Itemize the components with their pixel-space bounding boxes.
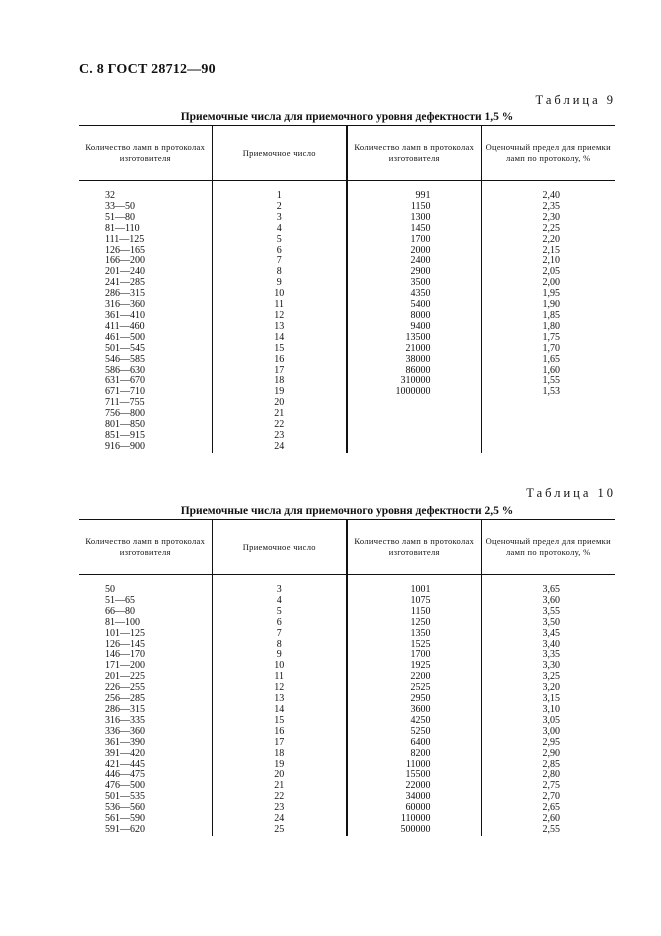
cell-acceptance-number: 23 <box>212 803 347 814</box>
cell-lamp-count-protocol: 11000 <box>347 760 481 771</box>
header-lamp-count: Количество ламп в протоколах изготовителя <box>79 520 212 575</box>
cell-lamp-count-protocol: 1001 <box>347 575 481 596</box>
cell-estimated-limit: 2,95 <box>481 738 615 749</box>
cell-acceptance-number: 5 <box>212 607 347 618</box>
cell-estimated-limit: 3,25 <box>481 672 615 683</box>
cell-acceptance-number: 13 <box>212 694 347 705</box>
cell-lamp-count: 111—125 <box>105 233 145 245</box>
cell-lamp-count: 81—100 <box>105 616 140 628</box>
cell-lamp-count: 32 <box>105 190 115 201</box>
table-row <box>79 683 615 694</box>
table-row <box>79 792 615 803</box>
cell-lamp-count-protocol: 1525 <box>347 640 481 651</box>
cell-acceptance-number: 25 <box>212 825 347 836</box>
cell-estimated-limit: 1,65 <box>481 355 615 366</box>
cell-lamp-count: 336—360 <box>105 725 145 737</box>
cell-acceptance-number: 20 <box>212 770 347 781</box>
table-row <box>79 398 615 409</box>
table-row <box>79 213 615 224</box>
cell-acceptance-number: 21 <box>212 781 347 792</box>
cell-acceptance-number: 15 <box>212 716 347 727</box>
table-row <box>79 727 615 738</box>
cell-lamp-count-protocol <box>347 409 481 420</box>
cell-lamp-count: 166—200 <box>105 255 145 267</box>
table-row <box>79 366 615 377</box>
table-row <box>79 694 615 705</box>
cell-estimated-limit: 2,15 <box>481 246 615 257</box>
cell-lamp-count-protocol: 60000 <box>347 803 481 814</box>
table-9-label: Таблица 9 <box>535 93 616 107</box>
cell-estimated-limit: 3,50 <box>481 618 615 629</box>
table-row <box>79 289 615 300</box>
cell-acceptance-number: 12 <box>212 683 347 694</box>
cell-acceptance-number: 10 <box>212 289 347 300</box>
cell-acceptance-number: 24 <box>212 814 347 825</box>
cell-lamp-count: 546—585 <box>105 353 145 365</box>
cell-estimated-limit: 2,85 <box>481 760 615 771</box>
cell-lamp-count-protocol: 6400 <box>347 738 481 749</box>
cell-lamp-count-protocol: 2950 <box>347 694 481 705</box>
table-row <box>79 420 615 431</box>
table-row <box>79 738 615 749</box>
table-row <box>79 705 615 716</box>
cell-acceptance-number: 22 <box>212 792 347 803</box>
cell-estimated-limit: 1,55 <box>481 376 615 387</box>
table-row <box>79 333 615 344</box>
table-row <box>79 300 615 311</box>
cell-lamp-count: 286—315 <box>105 288 145 300</box>
cell-estimated-limit: 3,15 <box>481 694 615 705</box>
table-row <box>79 770 615 781</box>
cell-lamp-count-protocol: 2400 <box>347 256 481 267</box>
cell-acceptance-number: 16 <box>212 727 347 738</box>
cell-acceptance-number: 8 <box>212 267 347 278</box>
cell-estimated-limit: 1,75 <box>481 333 615 344</box>
cell-acceptance-number: 18 <box>212 749 347 760</box>
cell-acceptance-number: 20 <box>212 398 347 409</box>
table-10 <box>79 519 615 836</box>
cell-estimated-limit: 1,80 <box>481 322 615 333</box>
cell-estimated-limit: 2,55 <box>481 825 615 836</box>
table-row <box>79 344 615 355</box>
header-lamp-count: Количество ламп в протоколах изготовителя <box>79 126 212 181</box>
cell-estimated-limit: 2,25 <box>481 224 615 235</box>
table-row <box>79 607 615 618</box>
cell-estimated-limit <box>481 409 615 420</box>
cell-acceptance-number: 4 <box>212 224 347 235</box>
cell-estimated-limit: 3,00 <box>481 727 615 738</box>
cell-lamp-count-protocol: 2900 <box>347 267 481 278</box>
cell-lamp-count: 316—335 <box>105 714 145 726</box>
cell-lamp-count-protocol: 22000 <box>347 781 481 792</box>
table-row <box>79 181 615 202</box>
cell-lamp-count: 756—800 <box>105 408 145 420</box>
cell-estimated-limit: 2,40 <box>481 181 615 202</box>
cell-lamp-count: 631—670 <box>105 375 145 387</box>
cell-lamp-count-protocol: 9400 <box>347 322 481 333</box>
cell-lamp-count: 501—545 <box>105 342 145 354</box>
table-row <box>79 202 615 213</box>
cell-acceptance-number: 16 <box>212 355 347 366</box>
table-9 <box>79 125 615 453</box>
table-9-body <box>79 181 615 453</box>
cell-lamp-count-protocol: 1150 <box>347 202 481 213</box>
cell-lamp-count-protocol: 1700 <box>347 650 481 661</box>
table-row <box>79 618 615 629</box>
cell-acceptance-number: 19 <box>212 387 347 398</box>
cell-acceptance-number: 12 <box>212 311 347 322</box>
cell-lamp-count: 201—225 <box>105 671 145 683</box>
cell-acceptance-number: 7 <box>212 256 347 267</box>
cell-lamp-count-protocol: 8200 <box>347 749 481 760</box>
cell-estimated-limit: 2,20 <box>481 235 615 246</box>
cell-lamp-count: 126—145 <box>105 638 145 650</box>
table-row <box>79 311 615 322</box>
cell-estimated-limit: 2,75 <box>481 781 615 792</box>
cell-lamp-count: 51—65 <box>105 594 135 606</box>
cell-acceptance-number: 24 <box>212 442 347 453</box>
cell-acceptance-number: 6 <box>212 246 347 257</box>
cell-acceptance-number: 21 <box>212 409 347 420</box>
cell-lamp-count-protocol <box>347 398 481 409</box>
table-row <box>79 814 615 825</box>
cell-lamp-count-protocol: 991 <box>347 181 481 202</box>
cell-lamp-count: 851—915 <box>105 429 145 441</box>
cell-estimated-limit: 2,70 <box>481 792 615 803</box>
cell-lamp-count: 50 <box>105 584 115 595</box>
cell-acceptance-number: 3 <box>212 575 347 596</box>
cell-lamp-count-protocol: 500000 <box>347 825 481 836</box>
cell-estimated-limit: 3,60 <box>481 596 615 607</box>
cell-lamp-count-protocol: 1700 <box>347 235 481 246</box>
cell-estimated-limit <box>481 442 615 453</box>
cell-acceptance-number: 18 <box>212 376 347 387</box>
cell-estimated-limit: 1,53 <box>481 387 615 398</box>
cell-estimated-limit: 2,10 <box>481 256 615 267</box>
table-row <box>79 267 615 278</box>
cell-estimated-limit <box>481 398 615 409</box>
cell-lamp-count-protocol: 1300 <box>347 213 481 224</box>
cell-lamp-count: 256—285 <box>105 693 145 705</box>
cell-acceptance-number: 9 <box>212 650 347 661</box>
cell-lamp-count: 916—900 <box>105 440 145 452</box>
cell-acceptance-number: 23 <box>212 431 347 442</box>
cell-estimated-limit: 1,70 <box>481 344 615 355</box>
cell-estimated-limit: 2,90 <box>481 749 615 760</box>
cell-estimated-limit: 3,40 <box>481 640 615 651</box>
cell-acceptance-number: 8 <box>212 640 347 651</box>
header-estimated-limit: Оценочный предел для приемки ламп по протоколу, % <box>481 520 615 575</box>
cell-lamp-count: 201—240 <box>105 266 145 278</box>
cell-acceptance-number: 11 <box>212 300 347 311</box>
cell-acceptance-number: 1 <box>212 181 347 202</box>
cell-acceptance-number: 3 <box>212 213 347 224</box>
cell-estimated-limit: 1,85 <box>481 311 615 322</box>
table-row <box>79 235 615 246</box>
table-row <box>79 376 615 387</box>
cell-acceptance-number: 22 <box>212 420 347 431</box>
table-row <box>79 387 615 398</box>
cell-lamp-count-protocol: 13500 <box>347 333 481 344</box>
cell-lamp-count: 801—850 <box>105 419 145 431</box>
cell-acceptance-number: 6 <box>212 618 347 629</box>
cell-lamp-count-protocol: 8000 <box>347 311 481 322</box>
table-10-body <box>79 575 615 836</box>
cell-lamp-count: 81—110 <box>105 222 140 234</box>
cell-lamp-count: 501—535 <box>105 791 145 803</box>
table-row <box>79 431 615 442</box>
cell-lamp-count-protocol: 2000 <box>347 246 481 257</box>
cell-lamp-count: 461—500 <box>105 331 145 343</box>
cell-estimated-limit: 3,20 <box>481 683 615 694</box>
page-header: С. 8 ГОСТ 28712—90 <box>79 62 216 77</box>
cell-lamp-count: 561—590 <box>105 813 145 825</box>
table-10-title: Приемочные числа для приемочного уровня дефектности 2,5 % <box>180 505 514 517</box>
table-row <box>79 672 615 683</box>
table-9-header <box>79 126 615 181</box>
table-row <box>79 803 615 814</box>
table-row <box>79 781 615 792</box>
cell-lamp-count-protocol: 110000 <box>347 814 481 825</box>
cell-lamp-count-protocol: 1075 <box>347 596 481 607</box>
table-row <box>79 355 615 366</box>
cell-estimated-limit: 1,95 <box>481 289 615 300</box>
cell-lamp-count-protocol: 5400 <box>347 300 481 311</box>
cell-lamp-count-protocol: 38000 <box>347 355 481 366</box>
cell-lamp-count-protocol: 5250 <box>347 727 481 738</box>
table-row <box>79 409 615 420</box>
cell-lamp-count: 316—360 <box>105 299 145 311</box>
cell-lamp-count-protocol: 15500 <box>347 770 481 781</box>
cell-lamp-count: 536—560 <box>105 802 145 814</box>
cell-acceptance-number: 17 <box>212 738 347 749</box>
table-10-header <box>79 520 615 575</box>
table-row <box>79 760 615 771</box>
cell-lamp-count: 101—125 <box>105 627 145 639</box>
cell-estimated-limit <box>481 420 615 431</box>
cell-lamp-count: 33—50 <box>105 200 135 212</box>
cell-acceptance-number: 13 <box>212 322 347 333</box>
cell-lamp-count-protocol <box>347 420 481 431</box>
cell-lamp-count: 361—390 <box>105 736 145 748</box>
cell-lamp-count: 591—620 <box>105 823 145 835</box>
table-10-label: Таблица 10 <box>526 486 616 500</box>
cell-estimated-limit: 2,80 <box>481 770 615 781</box>
cell-lamp-count-protocol: 2525 <box>347 683 481 694</box>
cell-lamp-count: 476—500 <box>105 780 145 792</box>
table-row <box>79 256 615 267</box>
table-row <box>79 278 615 289</box>
cell-acceptance-number: 9 <box>212 278 347 289</box>
cell-acceptance-number: 11 <box>212 672 347 683</box>
cell-acceptance-number: 17 <box>212 366 347 377</box>
cell-lamp-count-protocol: 310000 <box>347 376 481 387</box>
cell-lamp-count-protocol: 3500 <box>347 278 481 289</box>
cell-lamp-count: 241—285 <box>105 277 145 289</box>
table-row <box>79 322 615 333</box>
cell-lamp-count: 126—165 <box>105 244 145 256</box>
cell-lamp-count: 411—460 <box>105 320 145 332</box>
table-row <box>79 825 615 836</box>
cell-acceptance-number: 2 <box>212 202 347 213</box>
cell-lamp-count: 391—420 <box>105 747 145 759</box>
table-row <box>79 650 615 661</box>
cell-lamp-count: 671—710 <box>105 386 145 398</box>
cell-lamp-count-protocol: 4250 <box>347 716 481 727</box>
cell-estimated-limit: 1,90 <box>481 300 615 311</box>
header-lamp-count: Количество ламп в протоколах изготовителя <box>347 126 481 181</box>
cell-lamp-count-protocol: 1450 <box>347 224 481 235</box>
cell-lamp-count-protocol <box>347 442 481 453</box>
cell-lamp-count-protocol: 1350 <box>347 629 481 640</box>
cell-estimated-limit: 3,10 <box>481 705 615 716</box>
table-row <box>79 629 615 640</box>
header-acceptance-number: Приемочное число <box>212 126 347 181</box>
cell-estimated-limit: 3,05 <box>481 716 615 727</box>
cell-lamp-count: 286—315 <box>105 703 145 715</box>
cell-estimated-limit: 2,00 <box>481 278 615 289</box>
table-row <box>79 640 615 651</box>
cell-acceptance-number: 14 <box>212 705 347 716</box>
cell-lamp-count-protocol: 1250 <box>347 618 481 629</box>
cell-lamp-count-protocol: 4350 <box>347 289 481 300</box>
cell-acceptance-number: 14 <box>212 333 347 344</box>
cell-estimated-limit: 3,45 <box>481 629 615 640</box>
cell-lamp-count: 66—80 <box>105 605 135 617</box>
cell-estimated-limit: 2,65 <box>481 803 615 814</box>
header-acceptance-number: Приемочное число <box>212 520 347 575</box>
header-estimated-limit: Оценочный предел для приемки ламп по протоколу, % <box>481 126 615 181</box>
cell-lamp-count: 711—755 <box>105 397 145 409</box>
cell-estimated-limit: 3,30 <box>481 661 615 672</box>
cell-estimated-limit: 3,35 <box>481 650 615 661</box>
cell-estimated-limit: 1,60 <box>481 366 615 377</box>
cell-estimated-limit: 3,65 <box>481 575 615 596</box>
cell-lamp-count: 586—630 <box>105 364 145 376</box>
cell-acceptance-number: 4 <box>212 596 347 607</box>
table-row <box>79 246 615 257</box>
cell-acceptance-number: 10 <box>212 661 347 672</box>
table-row <box>79 575 615 596</box>
cell-lamp-count: 146—170 <box>105 649 145 661</box>
cell-lamp-count-protocol: 34000 <box>347 792 481 803</box>
cell-acceptance-number: 19 <box>212 760 347 771</box>
cell-lamp-count-protocol: 2200 <box>347 672 481 683</box>
table-row <box>79 224 615 235</box>
cell-estimated-limit: 3,55 <box>481 607 615 618</box>
cell-lamp-count-protocol: 3600 <box>347 705 481 716</box>
table-row <box>79 716 615 727</box>
cell-lamp-count: 226—255 <box>105 682 145 694</box>
table-row <box>79 596 615 607</box>
cell-estimated-limit <box>481 431 615 442</box>
cell-lamp-count: 361—410 <box>105 309 145 321</box>
table-row <box>79 749 615 760</box>
cell-lamp-count-protocol: 1925 <box>347 661 481 672</box>
cell-lamp-count-protocol: 21000 <box>347 344 481 355</box>
cell-estimated-limit: 2,05 <box>481 267 615 278</box>
cell-acceptance-number: 5 <box>212 235 347 246</box>
header-lamp-count: Количество ламп в протоколах изготовителя <box>347 520 481 575</box>
cell-lamp-count: 171—200 <box>105 660 145 672</box>
cell-acceptance-number: 15 <box>212 344 347 355</box>
cell-estimated-limit: 2,35 <box>481 202 615 213</box>
cell-lamp-count: 51—80 <box>105 211 135 223</box>
cell-lamp-count-protocol: 1000000 <box>347 387 481 398</box>
table-9-title: Приемочные числа для приемочного уровня дефектности 1,5 % <box>180 111 514 123</box>
cell-estimated-limit: 2,60 <box>481 814 615 825</box>
cell-lamp-count: 421—445 <box>105 758 145 770</box>
cell-lamp-count-protocol: 1150 <box>347 607 481 618</box>
cell-lamp-count: 446—475 <box>105 769 145 781</box>
cell-estimated-limit: 2,30 <box>481 213 615 224</box>
cell-lamp-count-protocol <box>347 431 481 442</box>
table-row <box>79 442 615 453</box>
cell-lamp-count-protocol: 86000 <box>347 366 481 377</box>
table-row <box>79 661 615 672</box>
cell-acceptance-number: 7 <box>212 629 347 640</box>
